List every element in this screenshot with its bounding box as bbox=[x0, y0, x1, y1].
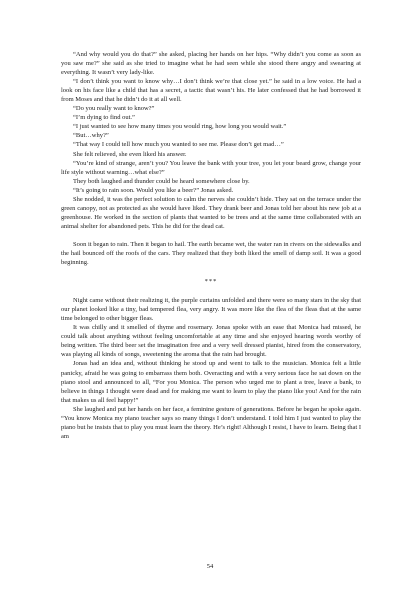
paragraph: “That way I could tell how much you wanted to see me. Please don’t get mad…” bbox=[73, 141, 284, 149]
paragraph: “And why would you do that?” she asked, placing her hands on her hips. “Why didn’t you come as soon as you saw me?” she said as she tried to imagine what he had seen while she stood there angry and swearing at everything. It wasn’t very lady-like. bbox=[61, 51, 361, 77]
paragraph: “It’s going to rain soon. Would you like a beer?” Jonas asked. bbox=[73, 186, 234, 194]
paragraph: She felt relieved, she even liked his answer. bbox=[73, 150, 187, 158]
paragraph: “I’m dying to find out.” bbox=[73, 114, 135, 122]
paragraph: “But…why?” bbox=[73, 132, 109, 140]
paragraph: She nodded, it was the perfect solution to calm the nerves she couldn’t hide. They sat on the terrace under the green canopy, not as protected as she would have liked. They drank beer and Jonas told her about his new job at a greenhouse. He worked in the section of plants that wanted to be trees and at the same time collaborated with an animal shelter for abandoned pets. This he did for the dead cat. bbox=[61, 195, 361, 230]
paragraph: They both laughed and thunder could be heard somewhere close by. bbox=[73, 177, 250, 185]
page-number: 54 bbox=[206, 563, 214, 570]
paragraph: “I just wanted to see how many times you would ring, how long you would wait.” bbox=[73, 123, 287, 131]
paragraph: “You’re kind of strange, aren’t you? You leave the bank with your tree, you let your beard grow, change your life style without warning…what else?” bbox=[61, 159, 361, 176]
paragraph: Soon it began to rain. Then it began to hail. The earth became wet, the water ran in rivers on the sidewalks and the hail bounced off the roofs of the cars. They realized that they both liked the smell of damp soil. It was a good beginning. bbox=[61, 240, 361, 267]
section-separator: *** bbox=[204, 278, 218, 286]
paragraph: Night came without their realizing it, the purple curtains unfolded and there were so many stars in the sky that our planet looked like a tiny, bad tempered flea, very angry. It was more like the flea of the fleas that at the same time belonged to other bigger fleas. bbox=[61, 297, 361, 323]
paragraph: “Do you really want to know?” bbox=[73, 105, 155, 113]
paragraph: “I don’t think you want to know why…I don’t think we’re that close yet.” he said in a low voice. He had a look on his face like a child that has a secret, a tactic that wasn’t his. He later confessed that he had borrowed it from Moses and that he didn’t do it at all well. bbox=[61, 78, 361, 104]
paragraph: She laughed and put her hands on her face, a feminine gesture of generations. Before he began he spoke again. “You know Monica my piano teacher says so many things I don’t understand. I told him I just wanted to play the piano but he insists that to play you must learn the theory. He’s right! Although I resist, I have to learn. Being that I am bbox=[61, 405, 361, 440]
paragraph: It was chilly and it smelled of thyme and rosemary. Jonas spoke with an ease that Monica had missed, he could talk about anything without feeling uncomfortable at any time and she enjoyed hearing words worthy of being written. The third beer set the imagination free and a very well dressed pianist, hired from the conservatory, was playing all kinds of songs, sweetening the aroma that the rain had brought. bbox=[61, 324, 361, 359]
paragraph: Jonas had an idea and, without thinking he stood up and went to talk to the musician. Monica felt a little panicky, afraid he was going to embarrass them both. Overacting and with a very serious face he sat down on the piano stool and announced to all, “For you Monica. The person who urged me to plant a tree, leave a bank, to believe in things I thought were dead and for making me want to learn to play the piano like you! And for the rain that makes us all feel happy!” bbox=[61, 360, 361, 404]
body-text bbox=[61, 50, 361, 441]
